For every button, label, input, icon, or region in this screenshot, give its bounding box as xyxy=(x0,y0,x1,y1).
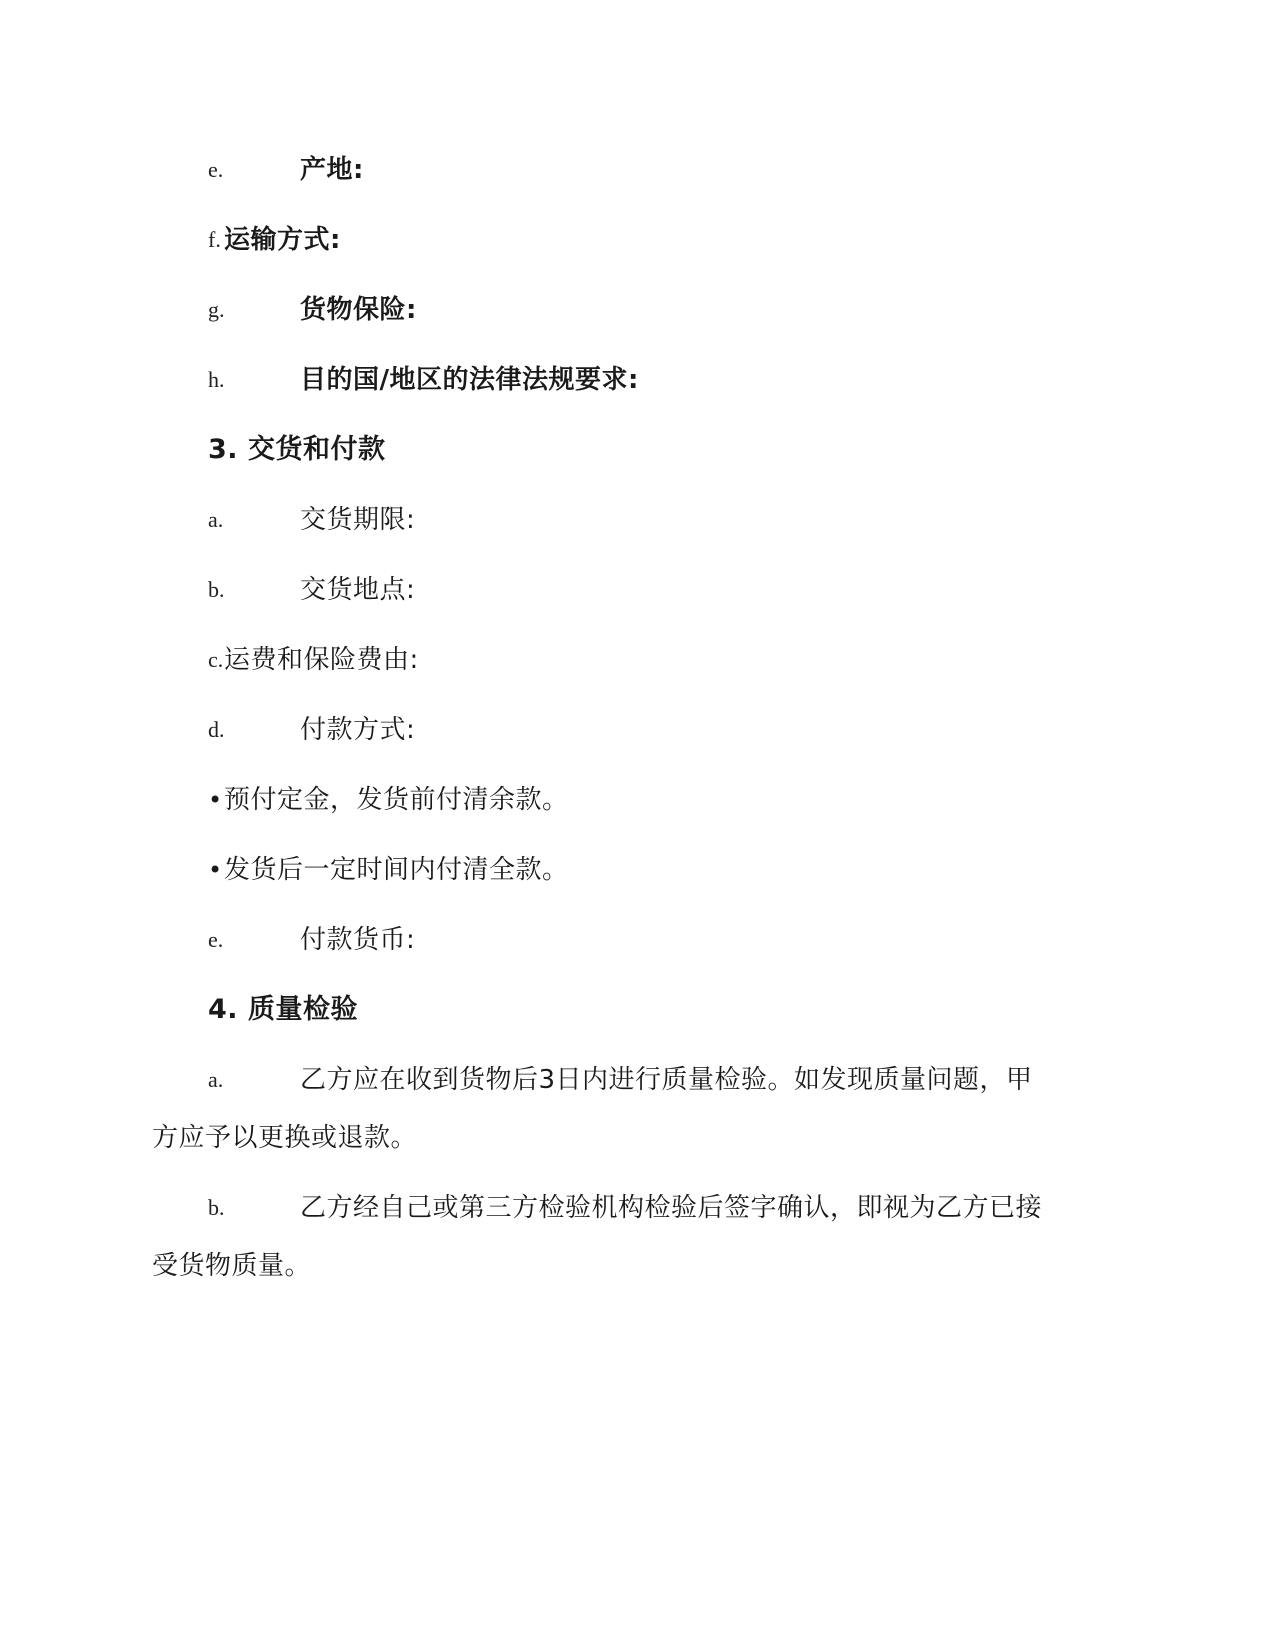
bullet-marker: • xyxy=(208,856,223,884)
list-item-text: 受货物质量。 xyxy=(152,1251,312,1281)
list-marker: e. xyxy=(208,157,224,182)
list-item-text: 付款货币: xyxy=(300,925,416,955)
bullet-text: 发货后一定时间内付清全款。 xyxy=(224,855,569,885)
list-item-text: 运输方式: xyxy=(224,225,341,255)
list-item-text: 运费和保险费由: xyxy=(224,645,419,675)
list-item-text: 产地: xyxy=(300,155,364,185)
list-item-text: 交货期限: xyxy=(300,505,416,535)
list-marker: f. xyxy=(208,227,221,252)
list-marker: b. xyxy=(208,577,225,602)
list-item-text: 交货地点: xyxy=(300,575,416,605)
section-heading-text: 4. 质量检验 xyxy=(208,994,358,1025)
list-marker: e. xyxy=(208,927,224,952)
bullet-marker: • xyxy=(208,786,223,814)
list-marker: c. xyxy=(208,647,224,672)
list-marker: g. xyxy=(208,297,225,322)
list-item-text: 方应予以更换或退款。 xyxy=(152,1123,418,1153)
bullet-text: 预付定金，发货前付清余款。 xyxy=(224,785,569,815)
list-marker: b. xyxy=(208,1195,225,1220)
list-item-text: 货物保险: xyxy=(300,295,417,325)
section-heading-text: 3. 交货和付款 xyxy=(208,434,386,465)
list-marker: d. xyxy=(208,717,225,742)
list-item-text: 乙方经自己或第三方检验机构检验后签字确认，即视为乙方已接 xyxy=(300,1193,1043,1223)
list-item-text: 付款方式: xyxy=(300,715,416,745)
list-item-text: 乙方应在收到货物后3日内进行质量检验。如发现质量问题，甲 xyxy=(300,1065,1033,1095)
list-marker: h. xyxy=(208,367,225,392)
list-item-text: 目的国/地区的法律法规要求: xyxy=(300,365,639,395)
list-marker: a. xyxy=(208,1067,224,1092)
list-marker: a. xyxy=(208,507,224,532)
